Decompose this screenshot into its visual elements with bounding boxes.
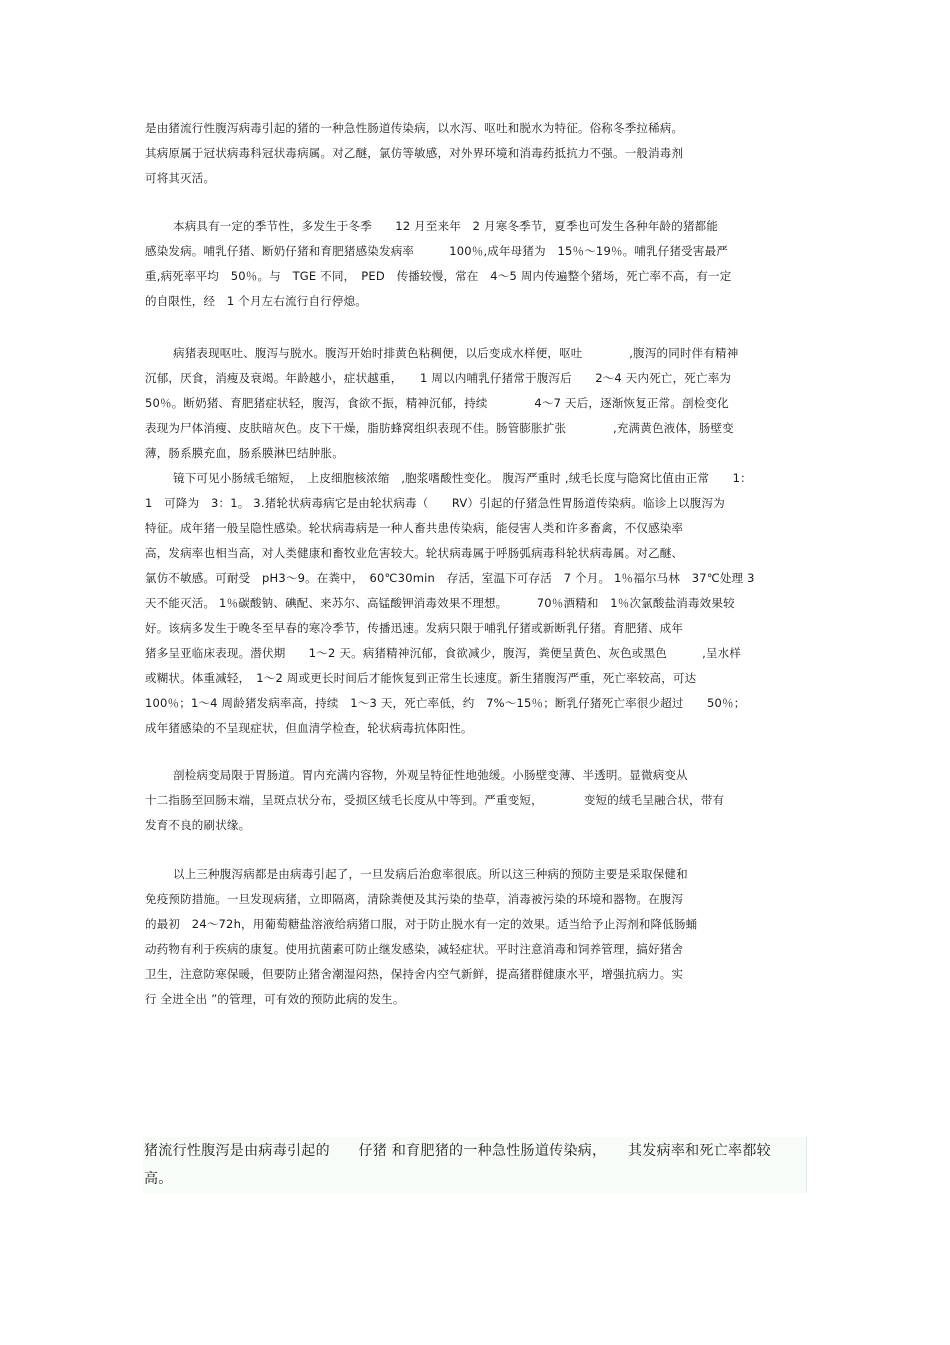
- paragraph-line: 是由猪流行性腹泻病毒引起的猪的一种急性肠道传染病，以水泻、呕吐和脱水为特征。俗称冬季拉稀病。: [145, 121, 684, 135]
- paragraph-line: 成年猪感染的不呈现症状，但血清学检查，轮状病毒抗体阳性。: [145, 721, 473, 735]
- paragraph-line: 或糊状。体重减轻， 1～2 周或更长时间后才能恢复到正常生长速度。新生猪腹泻严重，死亡率较高，可达: [145, 671, 697, 685]
- paragraph-line: 的最初 24～72h，用葡萄糖盐溶液给病猪口服，对于防止脱水有一定的效果。适当给予止泻剂和降低肠蛹: [145, 917, 698, 931]
- paragraph-line: 高，发病率也相当高，对人类健康和畜牧业危害较大。轮状病毒属于呼肠弧病毒科轮状病毒属。对乙醚、: [145, 546, 684, 560]
- paragraph-line: 表现为尸体消瘦、皮肤暗灰色。皮下干燥，脂肪蜂窝组织表现不佳。肠管膨胀扩张 ,充满黄色液体，肠壁变: [145, 421, 734, 435]
- body-paragraph: [145, 341, 805, 466]
- paragraph-line: 其病原属于冠状病毒科冠状毒病属。对乙醚，氯仿等敏感，对外界环境和消毒药抵抗力不强。一般消毒剂: [145, 146, 684, 160]
- paragraph-line: 重,病死率平均 50％。与 TGE 不同， PED 传播较慢，常在 4～5 周内传遍整个猪场，死亡率不高，有一定: [145, 269, 732, 283]
- body-paragraph: [145, 466, 805, 741]
- paragraph-line: 发育不良的刷状缘。: [145, 818, 251, 832]
- paragraph-line: 天不能灭活。 1％碳酸钠、碘配、来苏尔、高锰酸钾消毒效果不理想。 70％酒精和 1％次氯酸盐消毒效果较: [145, 596, 735, 610]
- paragraph-line: 氯仿不敏感。可耐受 pH3～9。在粪中， 60℃30min 存活，室温下可存活 7 个月。 1％福尔马林 37℃处理 3: [145, 571, 755, 585]
- summary-box: [143, 1137, 807, 1193]
- paragraph-line: 感染发病。哺乳仔猪、断奶仔猪和育肥猪感染发病率 100％,成年母猪为 15％～19％。哺乳仔猪受害最严: [145, 244, 728, 258]
- paragraph-line: 沉郁，厌食，消瘦及衰竭。年龄越小，症状越重， 1 周以内哺乳仔猪常于腹泻后 2～4 天内死亡，死亡率为: [145, 371, 732, 385]
- paragraph-line: 免疫预防措施。一旦发现病猪，立即隔离，清除粪便及其污染的垫草，消毒被污染的环境和器物。在腹泻: [145, 892, 684, 906]
- body-paragraph: [145, 214, 805, 314]
- paragraph-line: 剖检病变局限于胃肠道。胃内充满内容物，外观呈特征性地弛缓。小肠壁变薄、半透明。显微病变从: [173, 768, 688, 782]
- paragraph-line: 特征。成年猪一般呈隐性感染。轮状病毒病是一种人畜共患传染病，能侵害人类和许多畜禽，不仅感染率: [145, 521, 684, 535]
- paragraph-line: 十二指肠至回肠末端，呈斑点状分布，受损区绒毛长度从中等到。严重变短， 变短的绒毛呈融合状，带有: [145, 793, 725, 807]
- paragraph-line: 100％；1～4 周龄猪发病率高，持续 1～3 天，死亡率低，约 7%～15％；断乳仔猪死亡率很少超过 50％；: [145, 696, 746, 710]
- paragraph-line: 本病具有一定的季节性，多发生于冬季 12 月至来年 2 月寒冬季节，夏季也可发生各种年龄的猪都能: [173, 219, 719, 233]
- paragraph-line: 猪多呈亚临床表现。潜伏期 1～2 天。病猪精神沉郁，食欲减少，腹泻，粪便呈黄色、灰色或黑色 ,呈水样: [145, 646, 742, 660]
- paragraph-line: 行 全进全出 ”的管理，可有效的预防此病的发生。: [145, 992, 405, 1006]
- paragraph-line: 以上三种腹泻病都是由病毒引起了，一旦发病后治愈率很底。所以这三种病的预防主要是采取保健和: [173, 867, 688, 881]
- paragraph-line: 薄，肠系膜充血，肠系膜淋巴结肿胀。: [145, 446, 344, 460]
- body-paragraph: [145, 763, 805, 838]
- paragraph-line: 卫生，注意防寒保暖，但要防止猪舍潮湿闷热，保持舍内空气新鲜，提高猪群健康水平，增强抗病力。实: [145, 967, 684, 981]
- body-paragraph: [145, 116, 805, 191]
- paragraph-line: 1 可降为 3：1。 3.猪轮状病毒病它是由轮状病毒（ RV）引起的仔猪急性胃肠道传染病。临诊上以腹泻为: [145, 496, 725, 510]
- summary-line-1: 猪流行性腹泻是由病毒引起的 仔猪 和育肥猪的一种急性肠道传染病， 其发病率和死亡率都较: [144, 1143, 771, 1159]
- body-paragraph: [145, 862, 805, 1012]
- summary-line-2: 高。: [144, 1171, 173, 1187]
- paragraph-line: 好。该病多发生于晚冬至早春的寒冷季节，传播迅速。发病只限于哺乳仔猪或新断乳仔猪。育肥猪、成年: [145, 621, 684, 635]
- paragraph-line: 镜下可见小肠绒毛缩短， 上皮细胞核浓缩 ,胞浆嗜酸性变化。 腹泻严重时 ,绒毛长度与隐窝比值由正常 1：: [173, 471, 752, 485]
- paragraph-line: 可将其灭活。: [145, 171, 216, 185]
- paragraph-line: 的自限性，经 1 个月左右流行自行停熄。: [145, 294, 367, 308]
- paragraph-line: 病猪表现呕吐、腹泻与脱水。腹泻开始时排黄色粘稠便，以后变成水样便，呕吐 ,腹泻的同时伴有精神: [173, 346, 739, 360]
- paragraph-line: 50％。断奶猪、育肥猪症状轻，腹泻，食欲不振，精神沉郁，持续 4～7 天后，逐渐恢复正常。剖检变化: [145, 396, 729, 410]
- paragraph-line: 动药物有利于疾病的康复。使用抗菌素可防止继发感染，减轻症状。平时注意消毒和饲养管理，搞好猪舍: [145, 942, 684, 956]
